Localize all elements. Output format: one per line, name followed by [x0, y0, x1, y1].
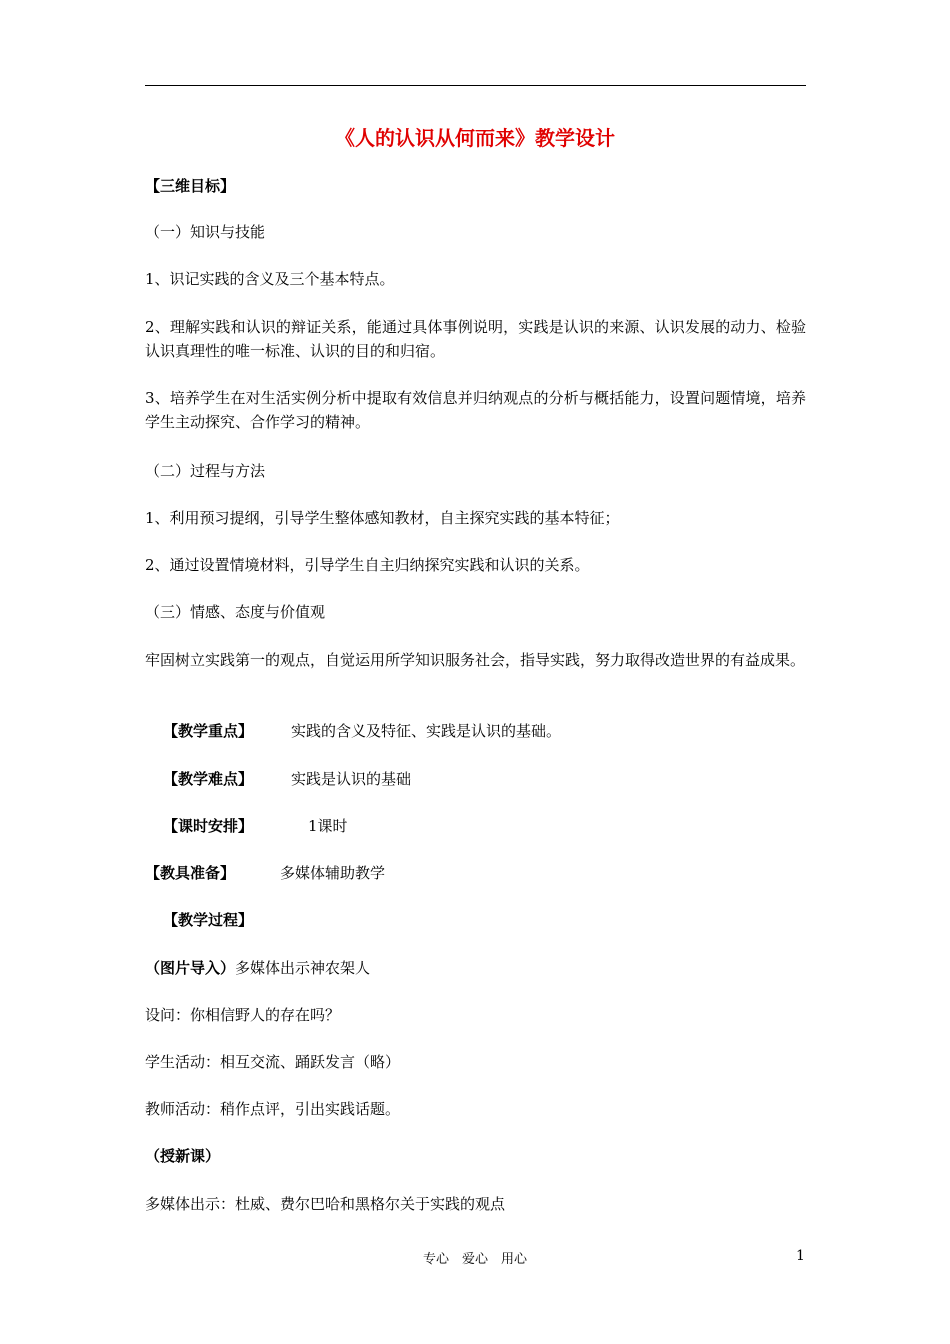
- header-rule: [145, 85, 806, 86]
- focus-label: 【教学重点】: [163, 722, 254, 740]
- knowledge-item-3: 3、培养学生在对生活实例分析中提取有效信息并归纳观点的分析与概括能力，设置问题情境，培养学生主动探究、合作学习的精神。: [145, 389, 806, 431]
- process-label-row: [145, 908, 806, 932]
- tools-value: 多媒体辅助教学: [280, 864, 386, 882]
- intro-row: [145, 956, 806, 980]
- page-number: 1: [796, 1248, 805, 1264]
- knowledge-heading: （一）知识与技能: [145, 223, 266, 241]
- schedule-label: 【课时安排】: [163, 817, 254, 835]
- focus-value: 实践的含义及特征、实践是认识的基础。: [291, 722, 562, 740]
- emotion-heading: （三）情感、态度与价值观: [145, 603, 326, 621]
- document-title: 《人的认识从何而来》教学设计: [335, 126, 615, 150]
- teacher-activity-line: 教师活动：稍作点评，引出实践话题。: [145, 1100, 401, 1118]
- difficulty-row: [145, 767, 806, 791]
- tools-label: 【教具准备】: [145, 864, 236, 882]
- process-item-2: 2、通过设置情境材料，引导学生自主归纳探究实践和认识的关系。: [145, 556, 590, 574]
- focus-row: [145, 719, 806, 743]
- knowledge-item-2: 2、理解实践和认识的辩证关系，能通过具体事例说明，实践是认识的来源、认识发展的动力、检验认识真理性的唯一标准、认识的目的和归宿。: [145, 318, 806, 360]
- student-activity-line: 学生活动：相互交流、踊跃发言（略）: [145, 1053, 401, 1071]
- difficulty-label: 【教学难点】: [163, 770, 254, 788]
- schedule-row: [145, 814, 806, 838]
- media-line: 多媒体出示：杜威、费尔巴哈和黑格尔关于实践的观点: [145, 1195, 506, 1213]
- process-heading: （二）过程与方法: [145, 462, 266, 480]
- footer-motto: 专心 爱心 用心: [422, 1252, 527, 1267]
- difficulty-value: 实践是认识的基础: [291, 770, 412, 788]
- tools-row: [145, 861, 806, 885]
- new-lesson-heading: （授新课）: [145, 1147, 221, 1165]
- process-item-1: 1、利用预习提纲，引导学生整体感知教材，自主探究实践的基本特征；: [145, 509, 620, 527]
- knowledge-item-1: 1、识记实践的含义及三个基本特点。: [145, 270, 395, 288]
- schedule-value: 1课时: [308, 817, 348, 835]
- teaching-process-label: 【教学过程】: [163, 911, 254, 929]
- intro-label: （图片导入）: [145, 959, 236, 977]
- goals-heading: 【三维目标】: [145, 177, 236, 195]
- emotion-item-1: 牢固树立实践第一的观点，自觉运用所学知识服务社会，指导实践，努力取得改造世界的有益成果。: [145, 651, 806, 669]
- intro-text: 多媒体出示神农架人: [235, 959, 371, 977]
- question-line: 设问：你相信野人的存在吗？: [145, 1006, 341, 1024]
